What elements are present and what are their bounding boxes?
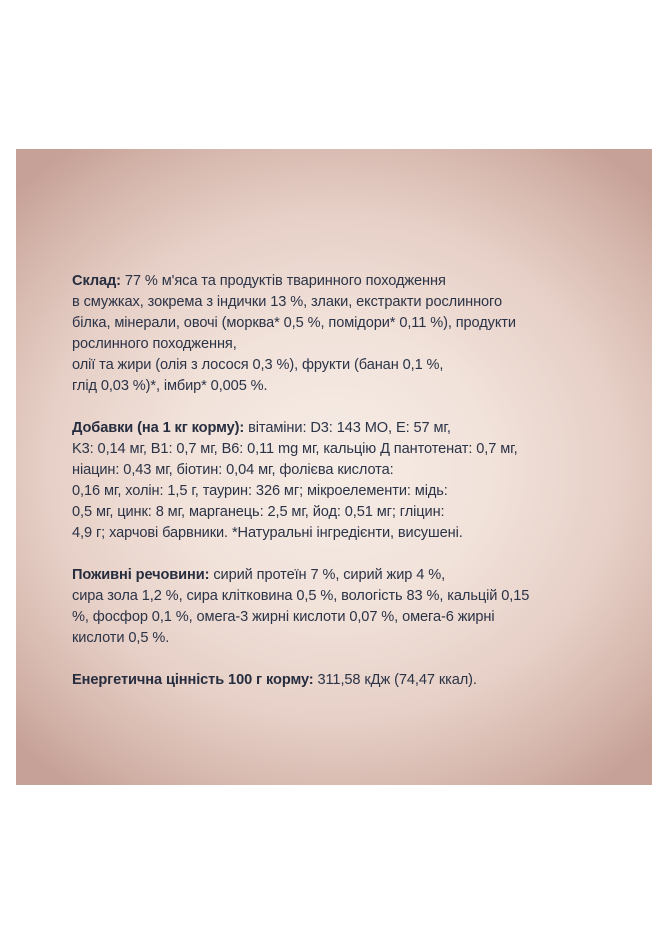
section-line: сирий протеїн 7 %, сирий жир 4 %, xyxy=(209,567,446,583)
section-line: 0,16 мг, холін: 1,5 г, таурин: 326 мг; мікроелементи: мідь: xyxy=(72,483,448,499)
section-line: %, фосфор 0,1 %, омега-3 жирні кислоти 0,07 %, омега-6 жирні xyxy=(72,609,495,625)
section-additives xyxy=(72,418,592,544)
section-label: Поживні речовини: xyxy=(72,567,210,583)
section-line: рослинного походження, xyxy=(72,336,237,352)
section-line: в смужках, зокрема з індички 13 %, злаки, екстракти рослинного xyxy=(72,294,502,310)
section-composition xyxy=(72,271,592,397)
section-line: глід 0,03 %)*, імбир* 0,005 %. xyxy=(72,378,268,394)
section-line: 0,5 мг, цинк: 8 мг, марганець: 2,5 мг, йод: 0,51 мг; гліцин: xyxy=(72,504,445,520)
section-line: ніацин: 0,43 мг, біотин: 0,04 мг, фолієва кислота: xyxy=(72,462,394,478)
section-line: K3: 0,14 мг, B1: 0,7 мг, B6: 0,11 mg мг, кальцію Д пантотенат: 0,7 мг, xyxy=(72,441,518,457)
section-line: 4,9 г; харчові барвники. *Натуральні інгредієнти, висушені. xyxy=(72,525,463,541)
section-label: Склад: xyxy=(72,273,121,289)
section-line: кислоти 0,5 %. xyxy=(72,630,170,646)
section-line: олії та жири (олія з лосося 0,3 %), фрукти (банан 0,1 %, xyxy=(72,357,444,373)
section-line: 311,58 кДж (74,47 ккал). xyxy=(313,672,477,688)
section-line: білка, мінерали, овочі (морква* 0,5 %, помідори* 0,11 %), продукти xyxy=(72,315,516,331)
section-line: сира зола 1,2 %, сира клітковина 0,5 %, вологість 83 %, кальцій 0,15 xyxy=(72,588,530,604)
section-label: Енергетична цінність 100 г корму: xyxy=(72,672,314,688)
section-line: вітаміни: D3: 143 МО, E: 57 мг, xyxy=(244,420,451,436)
section-line: 77 % м'яса та продуктів тваринного походження xyxy=(120,273,446,289)
composition-text xyxy=(72,271,592,712)
section-nutrients xyxy=(72,565,592,649)
section-energy xyxy=(72,670,592,691)
section-label: Добавки (на 1 кг корму): xyxy=(72,420,245,436)
